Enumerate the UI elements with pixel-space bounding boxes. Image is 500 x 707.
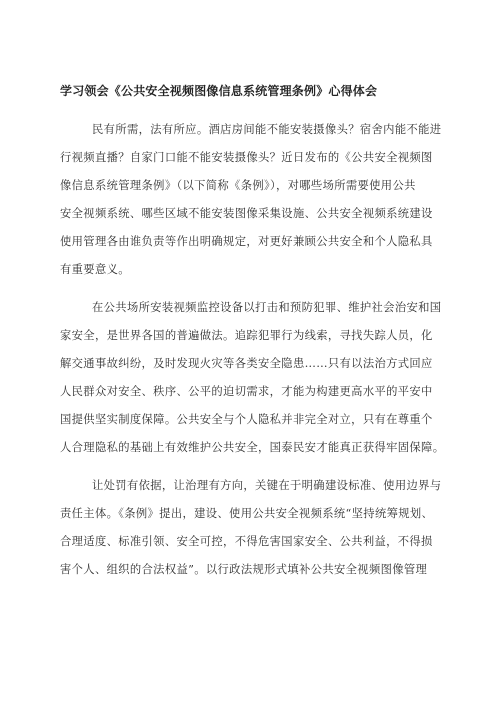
paragraph-line: 合理适度、标准引领、安全可控，不得危害国家安全、公共利益，不得损 — [60, 535, 433, 548]
paragraph-line: 安全视频系统、哪些区域不能安装图像采集设施、公共安全视频系统建设 — [60, 207, 433, 220]
paragraph-line: 民有所需，法有所应。酒店房间能不能安装摄像头？宿舍内能不能进 — [92, 123, 442, 136]
paragraph-line: 有重要意义。 — [60, 263, 130, 276]
paragraph-line: 害个人、组织的合法权益”。以行政法规形式填补公共安全视频图像管理 — [60, 563, 428, 576]
paragraph-line: 人民群众对安全、秩序、公平的迫切需求，才能为构建更高水平的平安中 — [60, 385, 433, 398]
paragraph-line: 国提供坚实制度保障。公共安全与个人隐私并非完全对立，只有在尊重个 — [60, 413, 433, 426]
paragraph-line: 行视频直播？自家门口能不能安装摄像头？近日发布的《公共安全视频图 — [60, 151, 433, 164]
paragraph-line: 责任主体。《条例》提出，建设、使用公共安全视频系统“坚持统筹规划、 — [60, 507, 434, 520]
paragraph-line: 人合理隐私的基础上有效维护公共安全，国泰民安才能真正获得牢固保障。 — [60, 441, 445, 454]
paragraph-line: 使用管理各由谁负责等作出明确规定，对更好兼顾公共安全和个人隐私具 — [60, 235, 433, 248]
document-title: 学习领会《公共安全视频图像信息系统管理条例》心得体会 — [60, 84, 378, 98]
paragraph-line: 让处罚有依据，让治理有方向，关键在于明确建设标准、使用边界与 — [92, 479, 442, 492]
paragraph-line: 在公共场所安装视频监控设备以打击和预防犯罪、维护社会治安和国 — [92, 301, 442, 314]
paragraph-line: 家安全，是世界各国的普遍做法。追踪犯罪行为线索，寻找失踪人员，化 — [60, 329, 433, 342]
paragraph-line: 解交通事故纠纷，及时发现火灾等各类安全隐患……只有以法治方式回应 — [60, 357, 433, 370]
paragraph-line: 像信息系统管理条例》（以下简称《条例》），对哪些场所需要使用公共 — [60, 179, 416, 192]
